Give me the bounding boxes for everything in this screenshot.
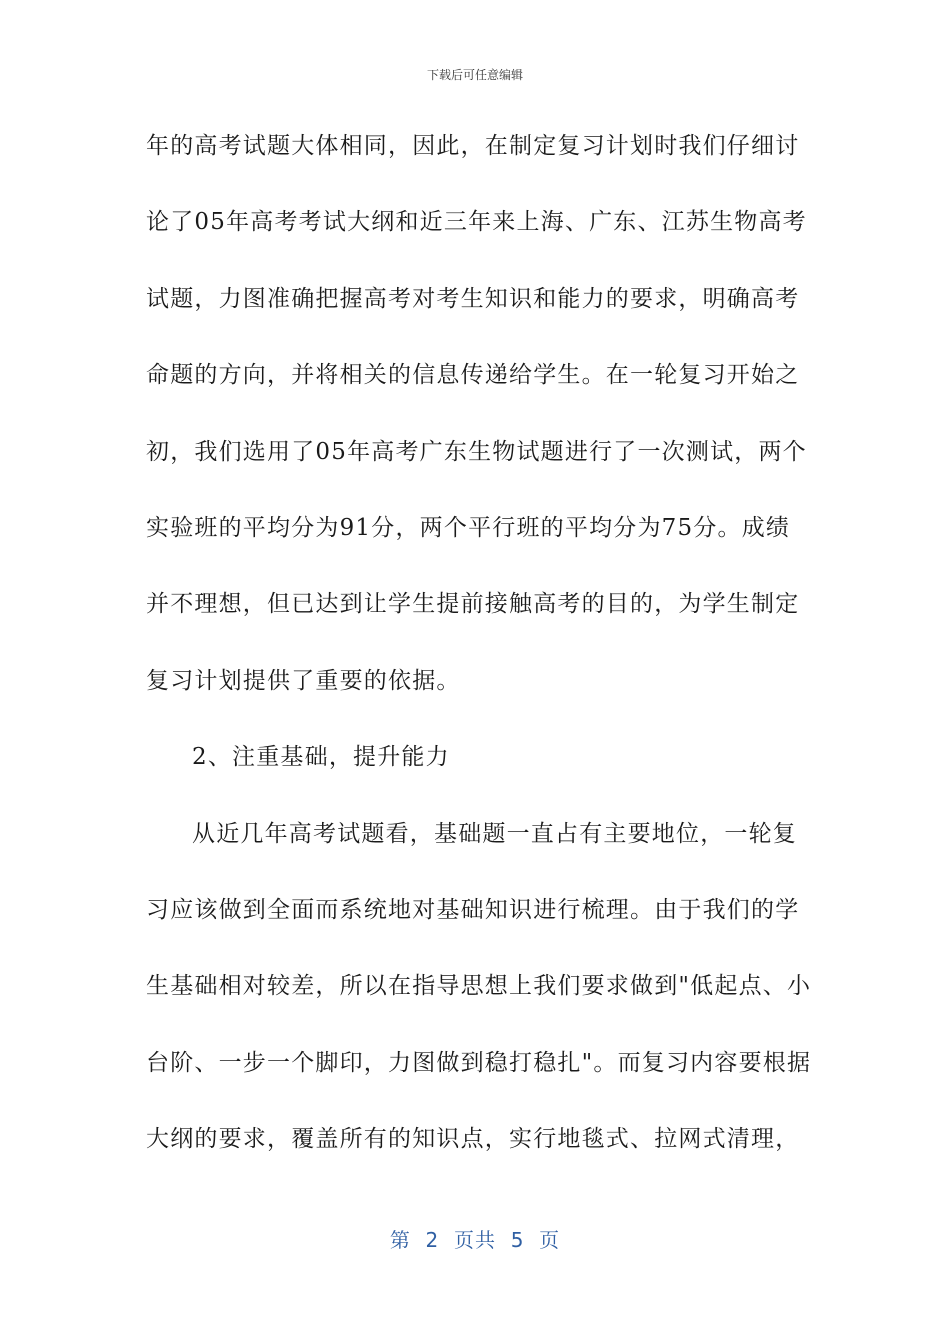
- text-line: 命题的方向，并将相关的信息传递给学生。在一轮复习开始之: [146, 362, 800, 389]
- text-line: 年的高考试题大体相同，因此，在制定复习计划时我们仔细讨: [146, 133, 800, 159]
- text-line: 实验班的平均分为91分，两个平行班的平均分为75分。成绩: [146, 514, 791, 541]
- page-number-footer: 第 2 页共 5 页: [389, 1228, 561, 1252]
- text-line: 从近几年高考试题看，基础题一直占有主要地位，一轮复: [192, 820, 797, 847]
- text-line: 习应该做到全面而系统地对基础知识进行梳理。由于我们的学: [146, 896, 800, 923]
- document-body: [146, 124, 812, 1193]
- text-line: 试题，力图准确把握高考对考生知识和能力的要求，明确高考: [146, 285, 800, 312]
- section-heading: 2、注重基础，提升能力: [192, 744, 450, 771]
- text-line: 并不理想，但已达到让学生提前接触高考的目的，为学生制定: [146, 591, 800, 618]
- page-header-note: 下载后可任意编辑: [426, 68, 523, 82]
- text-line: 复习计划提供了重要的依据。: [146, 667, 461, 694]
- text-line: 生基础相对较差，所以在指导思想上我们要求做到"低起点、小: [146, 973, 812, 1000]
- text-line: 大纲的要求，覆盖所有的知识点，实行地毯式、拉网式清理，: [146, 1126, 800, 1153]
- text-line: 初，我们选用了05年高考广东生物试题进行了一次测试，两个: [146, 438, 807, 465]
- text-line: 台阶、一步一个脚印，力图做到稳打稳扎"。而复习内容要根据: [146, 1049, 812, 1076]
- text-line: 论了05年高考考试大纲和近三年来上海、广东、江苏生物高考: [146, 209, 807, 236]
